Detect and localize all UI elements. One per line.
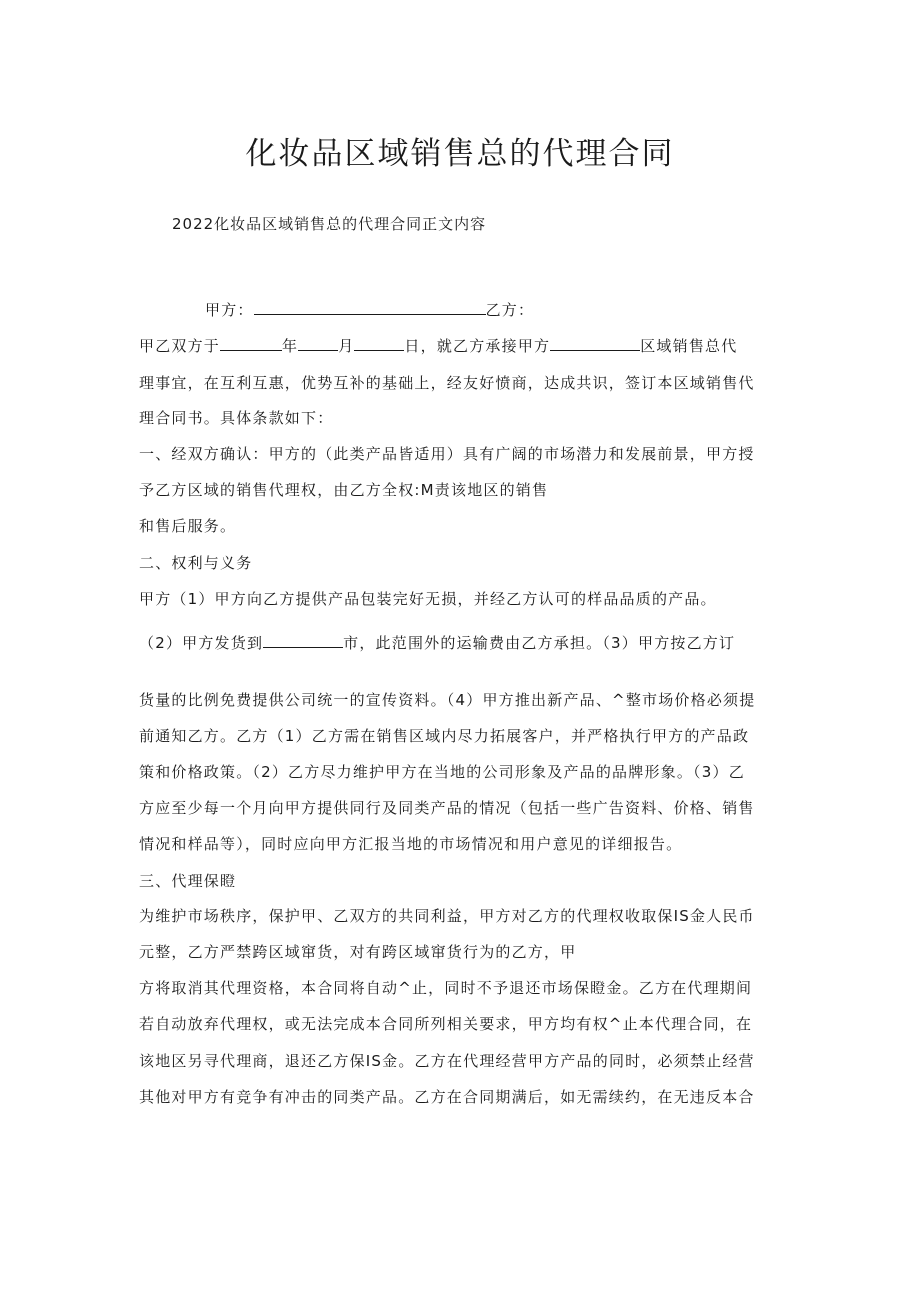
region-blank	[550, 336, 640, 351]
document-subtitle: 2022化妆品区域销售总的代理合同正文内容	[172, 215, 487, 233]
paragraph-line: 情况和样品等），同时应向甲方汇报当地的市场情况和用户意见的详细报告。	[139, 835, 683, 853]
paragraph-line: 方应至少每一个月向甲方提供同行及同类产品的情况（包括一些广告资料、价格、销售	[139, 799, 755, 817]
paragraph-line: 货量的比例免费提供公司统一的宣传资料。（4）甲方推出新产品、^整市场价格必须提	[139, 691, 756, 709]
paragraph-line	[139, 633, 789, 653]
day-blank	[354, 336, 404, 351]
paragraph-line: 一、经双方确认：甲方的（此类产品皆适用）具有广阔的市场潜力和发展前景，甲方授	[139, 445, 755, 463]
month-blank	[298, 336, 338, 351]
line-text: 市，此范围外的运输费由乙方承担。（3）甲方按乙方订	[343, 634, 736, 652]
paragraph-line: 其他对甲方有竞争有冲击的同类产品。乙方在合同期满后，如无需续约，在无违反本合	[139, 1088, 755, 1106]
line-text: 日，就乙方承接甲方	[404, 337, 551, 355]
paragraph-line: 理事宜，在互利互惠，优势互补的基础上，经友好愤商，达成共识，签订本区域销售代	[139, 374, 755, 392]
party-b-label: 乙方：	[485, 301, 535, 319]
paragraph-line: 为维护市场秩序，保护甲、乙双方的共同利益，甲方对乙方的代理权收取保IS金人民币	[139, 907, 755, 925]
paragraph-line: 策和价格政策。（2）乙方尽力维护甲方在当地的公司形象及产品的品牌形象。（3）乙	[139, 763, 745, 781]
paragraph-line: 前通知乙方。乙方（1）乙方需在销售区域内尽力拓展客户，并严格执行甲方的产品政	[139, 727, 750, 745]
parties-line	[205, 300, 855, 320]
paragraph-line: 甲方（1）甲方向乙方提供产品包装完好无损，并经乙方认可的样品品质的产品。	[139, 590, 717, 608]
paragraph-line: 该地区另寻代理商，退还乙方保IS金。乙方在代理经营甲方产品的同时，必须禁止经营	[139, 1052, 755, 1070]
line-text: 月	[338, 337, 355, 355]
paragraph-line: 若自动放弃代理权，或无法完成本合同所列相关要求，甲方均有权^止本代理合同，在	[139, 1015, 753, 1033]
party-a-label: 甲方：	[205, 301, 254, 319]
paragraph-line: 和售后服务。	[139, 517, 237, 535]
line-text: 甲乙双方于	[139, 337, 221, 355]
section-heading: 三、代理保瞪	[139, 872, 237, 890]
city-blank	[263, 633, 343, 648]
paragraph-line: 元整，乙方严禁跨区域窜货，对有跨区域窜货行为的乙方，甲	[139, 943, 577, 961]
line-text: 年	[282, 337, 299, 355]
document-title: 化妆品区域销售总的代理合同	[245, 136, 675, 172]
paragraph-line: 方将取消其代理资格，本合同将自动^止，同时不予退还市场保瞪金。乙方在代理期间	[139, 979, 753, 997]
line-text: （2）甲方发货到	[139, 634, 264, 652]
paragraph-line: 理合同书。具体条款如下：	[139, 409, 334, 427]
section-heading: 二、权利与义务	[139, 554, 253, 572]
party-a-blank	[254, 300, 486, 315]
line-text: 区域销售总代	[640, 337, 738, 355]
paragraph-line: 予乙方区域的销售代理权，由乙方全权:M责该地区的销售	[139, 481, 549, 499]
year-blank	[220, 336, 282, 351]
paragraph-line	[139, 336, 789, 356]
